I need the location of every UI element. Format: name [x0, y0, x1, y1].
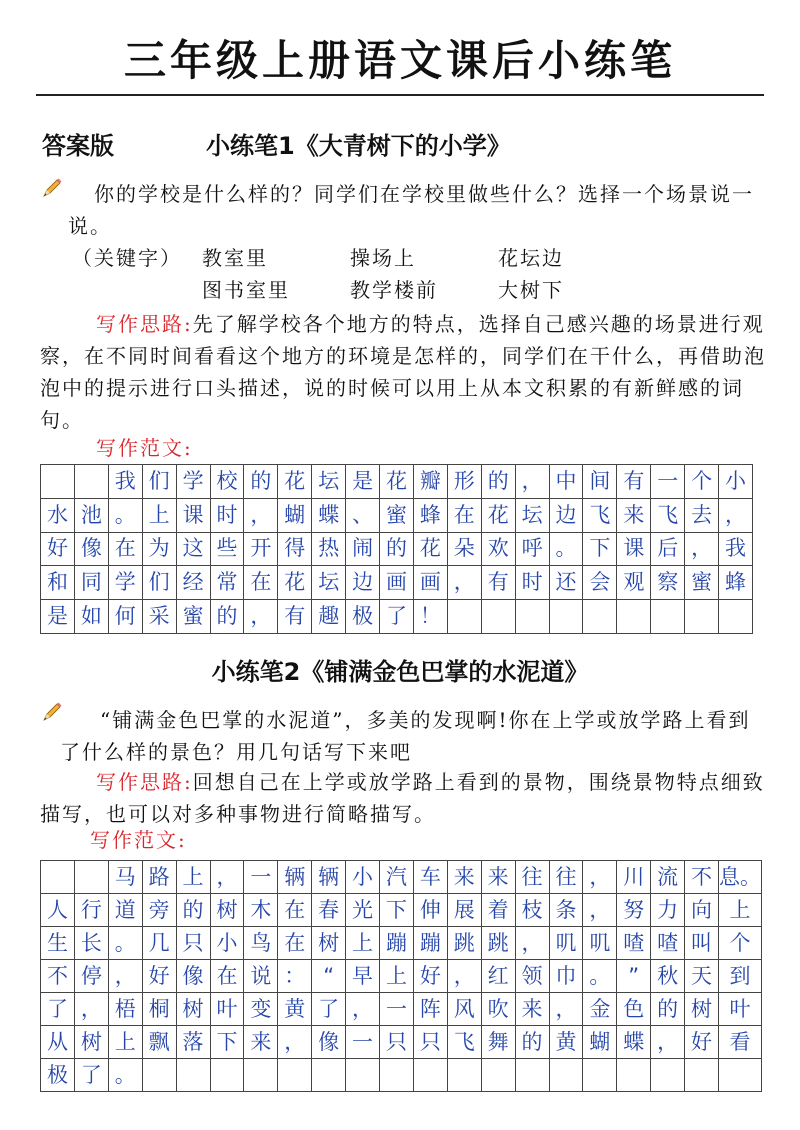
- grid-cell: 努: [617, 894, 651, 927]
- grid-cell: 时: [211, 499, 245, 533]
- grid-cell: 欢: [482, 533, 516, 567]
- keyword: 图书室里: [202, 278, 290, 302]
- section-2-writing-grid: [40, 860, 762, 1092]
- grid-cell: 了: [75, 1059, 109, 1092]
- grid-cell: 鸟: [244, 927, 278, 960]
- grid-cell: 往: [516, 861, 550, 894]
- grid-cell: [211, 1059, 245, 1092]
- grid-cell: 下: [583, 533, 617, 567]
- grid-cell: 闹: [346, 533, 380, 567]
- grid-cell: [448, 600, 482, 634]
- grid-cell: 不: [41, 960, 75, 993]
- grid-cell: 蹦: [380, 927, 414, 960]
- grid-cell: 何: [109, 600, 143, 634]
- grid-cell: 往: [550, 861, 584, 894]
- grid-cell: 早: [346, 960, 380, 993]
- keyword: 花坛边: [498, 246, 564, 270]
- grid-cell: 只: [177, 927, 211, 960]
- grid-cell: 吹: [482, 993, 516, 1026]
- grid-cell: 跳: [448, 927, 482, 960]
- grid-cell: 息。: [719, 861, 762, 894]
- grid-cell: 水: [41, 499, 75, 533]
- grid-cell: 秋: [651, 960, 685, 993]
- grid-cell: 来: [448, 861, 482, 894]
- grid-cell: 像: [177, 960, 211, 993]
- keyword: 教学楼前: [350, 278, 438, 302]
- grid-cell: 喳: [651, 927, 685, 960]
- section-2-prompt: “铺满金色巴掌的水泥道”，多美的发现啊!你在上学或放学路上看到了什么样的景色？用几句话写下来吧: [60, 708, 751, 764]
- grid-cell: ，: [346, 993, 380, 1026]
- grid-cell: 行: [75, 894, 109, 927]
- grid-cell: 飞: [651, 499, 685, 533]
- grid-cell: 小: [346, 861, 380, 894]
- keyword: 操场上: [350, 246, 416, 270]
- grid-cell: 路: [143, 861, 177, 894]
- grid-cell: 蝴: [278, 499, 312, 533]
- grid-cell: 是: [346, 465, 380, 499]
- grid-cell: 是: [41, 600, 75, 634]
- grid-cell: [719, 600, 753, 634]
- grid-cell: 树: [685, 993, 719, 1026]
- grid-cell: 道: [109, 894, 143, 927]
- thinking-label: 写作思路:: [96, 770, 193, 794]
- grid-cell: 好: [685, 1026, 719, 1059]
- grid-cell: 树: [177, 993, 211, 1026]
- grid-cell: 上: [380, 960, 414, 993]
- page-title: 三年级上册语文课后小练笔: [123, 36, 676, 85]
- grid-cell: 边: [346, 566, 380, 600]
- grid-cell: 我: [109, 465, 143, 499]
- grid-cell: 像: [75, 533, 109, 567]
- grid-cell: 极: [346, 600, 380, 634]
- grid-cell: 来: [516, 993, 550, 1026]
- grid-cell: 下: [211, 1026, 245, 1059]
- grid-cell: ，: [244, 600, 278, 634]
- grid-cell: 边: [550, 499, 584, 533]
- grid-cell: 叽: [550, 927, 584, 960]
- grid-cell: 有: [278, 600, 312, 634]
- section-1-writing-grid: [40, 464, 753, 634]
- grid-cell: 人: [41, 894, 75, 927]
- pencil-icon: [40, 176, 64, 200]
- section-1-thinking: [40, 308, 770, 436]
- grid-cell: 条: [550, 894, 584, 927]
- grid-cell: ，: [550, 993, 584, 1026]
- grid-cell: 了: [41, 993, 75, 1026]
- grid-cell: 天: [685, 960, 719, 993]
- grid-cell: 趣: [312, 600, 346, 634]
- grid-cell: ”: [617, 960, 651, 993]
- grid-cell: 黄: [278, 993, 312, 1026]
- grid-cell: 来: [617, 499, 651, 533]
- grid-cell: 一: [380, 993, 414, 1026]
- grid-cell: 上: [109, 1026, 143, 1059]
- grid-cell: [414, 1059, 448, 1092]
- thinking-text: 回想自己在上学或放学路上看到的景物，围绕景物特点细致描写，也可以对多种事物进行简略描写。: [40, 770, 765, 826]
- grid-cell: 。: [583, 960, 617, 993]
- grid-cell: 几: [143, 927, 177, 960]
- grid-cell: [448, 1059, 482, 1092]
- keyword-label: （关键字）: [72, 246, 182, 270]
- grid-cell: [550, 1059, 584, 1092]
- grid-cell: 好: [414, 960, 448, 993]
- grid-cell: 一: [346, 1026, 380, 1059]
- grid-cell: [75, 465, 109, 499]
- grid-cell: 们: [143, 566, 177, 600]
- grid-cell: [41, 861, 75, 894]
- grid-cell: 这: [177, 533, 211, 567]
- grid-cell: 金: [583, 993, 617, 1026]
- grid-cell: 展: [448, 894, 482, 927]
- grid-cell: 中: [550, 465, 584, 499]
- grid-cell: 下: [380, 894, 414, 927]
- grid-cell: 的: [516, 1026, 550, 1059]
- grid-cell: 领: [516, 960, 550, 993]
- grid-cell: 光: [346, 894, 380, 927]
- grid-cell: 在: [448, 499, 482, 533]
- grid-cell: ，: [516, 465, 550, 499]
- grid-cell: 的: [177, 894, 211, 927]
- grid-cell: 上: [346, 927, 380, 960]
- grid-cell: 在: [211, 960, 245, 993]
- grid-cell: ，: [685, 533, 719, 567]
- grid-cell: 的: [651, 993, 685, 1026]
- grid-cell: 树: [312, 927, 346, 960]
- grid-cell: 坛: [312, 465, 346, 499]
- grid-cell: 到: [719, 960, 762, 993]
- grid-cell: 一: [651, 465, 685, 499]
- grid-cell: 如: [75, 600, 109, 634]
- grid-cell: 好: [41, 533, 75, 567]
- grid-cell: 小: [211, 927, 245, 960]
- grid-cell: 、: [346, 499, 380, 533]
- grid-cell: [278, 1059, 312, 1092]
- grid-cell: 。: [109, 1059, 143, 1092]
- grid-cell: 有: [617, 465, 651, 499]
- grid-cell: 蝶: [312, 499, 346, 533]
- title-divider: [36, 94, 764, 96]
- grid-cell: 上: [143, 499, 177, 533]
- grid-cell: 上: [719, 894, 762, 927]
- grid-cell: ，: [448, 960, 482, 993]
- grid-cell: 飘: [143, 1026, 177, 1059]
- grid-cell: [685, 1059, 719, 1092]
- grid-cell: ，: [651, 1026, 685, 1059]
- grid-cell: 小: [719, 465, 753, 499]
- grid-cell: [346, 1059, 380, 1092]
- grid-cell: 色: [617, 993, 651, 1026]
- grid-cell: 从: [41, 1026, 75, 1059]
- grid-cell: 在: [244, 566, 278, 600]
- grid-cell: 些: [211, 533, 245, 567]
- grid-cell: 木: [244, 894, 278, 927]
- grid-cell: [550, 600, 584, 634]
- grid-cell: 常: [211, 566, 245, 600]
- grid-cell: 流: [651, 861, 685, 894]
- grid-cell: 说: [244, 960, 278, 993]
- grid-cell: 有: [482, 566, 516, 600]
- grid-cell: ，: [75, 993, 109, 1026]
- grid-cell: 画: [414, 566, 448, 600]
- grid-cell: 们: [143, 465, 177, 499]
- grid-cell: 汽: [380, 861, 414, 894]
- grid-cell: 还: [550, 566, 584, 600]
- grid-cell: 学: [177, 465, 211, 499]
- grid-cell: 力: [651, 894, 685, 927]
- grid-cell: ，: [719, 499, 753, 533]
- grid-cell: 。: [109, 927, 143, 960]
- grid-cell: ，: [516, 927, 550, 960]
- grid-cell: 旁: [143, 894, 177, 927]
- grid-cell: 我: [719, 533, 753, 567]
- grid-cell: [617, 600, 651, 634]
- grid-cell: 好: [143, 960, 177, 993]
- grid-cell: 朵: [448, 533, 482, 567]
- grid-cell: 池: [75, 499, 109, 533]
- grid-cell: [685, 600, 719, 634]
- grid-cell: 的: [244, 465, 278, 499]
- grid-cell: 蜂: [414, 499, 448, 533]
- grid-cell: 呼: [516, 533, 550, 567]
- keyword: 教室里: [202, 246, 268, 270]
- grid-cell: 跳: [482, 927, 516, 960]
- grid-cell: 花: [482, 499, 516, 533]
- grid-cell: 的: [482, 465, 516, 499]
- grid-cell: 蝴: [583, 1026, 617, 1059]
- grid-cell: 蝶: [617, 1026, 651, 1059]
- grid-cell: 采: [143, 600, 177, 634]
- grid-cell: 去: [685, 499, 719, 533]
- grid-cell: 叫: [685, 927, 719, 960]
- grid-cell: 察: [651, 566, 685, 600]
- grid-cell: ，: [583, 894, 617, 927]
- grid-cell: 形: [448, 465, 482, 499]
- grid-cell: [583, 600, 617, 634]
- grid-cell: 个: [685, 465, 719, 499]
- grid-cell: 课: [617, 533, 651, 567]
- section-1-title: 小练笔1《大青树下的小学》: [206, 132, 511, 160]
- grid-cell: ！: [414, 600, 448, 634]
- grid-cell: 瓣: [414, 465, 448, 499]
- grid-cell: [244, 1059, 278, 1092]
- grid-cell: 蜜: [177, 600, 211, 634]
- grid-cell: 后: [651, 533, 685, 567]
- grid-cell: [312, 1059, 346, 1092]
- grid-cell: 极: [41, 1059, 75, 1092]
- grid-cell: 的: [380, 533, 414, 567]
- grid-cell: 花: [278, 465, 312, 499]
- grid-cell: 伸: [414, 894, 448, 927]
- grid-cell: [143, 1059, 177, 1092]
- grid-cell: 车: [414, 861, 448, 894]
- grid-cell: [380, 1059, 414, 1092]
- grid-cell: 生: [41, 927, 75, 960]
- grid-cell: 长: [75, 927, 109, 960]
- grid-cell: 来: [244, 1026, 278, 1059]
- grid-cell: 叶: [719, 993, 762, 1026]
- grid-cell: 川: [617, 861, 651, 894]
- grid-cell: [719, 1059, 762, 1092]
- grid-cell: 同: [75, 566, 109, 600]
- grid-cell: 花: [278, 566, 312, 600]
- grid-cell: [583, 1059, 617, 1092]
- grid-cell: ，: [211, 861, 245, 894]
- grid-cell: 和: [41, 566, 75, 600]
- grid-cell: 春: [312, 894, 346, 927]
- grid-cell: 个: [719, 927, 762, 960]
- grid-cell: 花: [414, 533, 448, 567]
- grid-cell: 校: [211, 465, 245, 499]
- grid-cell: 时: [516, 566, 550, 600]
- section-1-sample-label: 写作范文:: [96, 436, 193, 460]
- grid-cell: 。: [550, 533, 584, 567]
- grid-cell: 间: [583, 465, 617, 499]
- grid-cell: 辆: [278, 861, 312, 894]
- grid-cell: 风: [448, 993, 482, 1026]
- grid-cell: [516, 1059, 550, 1092]
- grid-cell: 飞: [583, 499, 617, 533]
- section-2-sample-label: 写作范文:: [90, 828, 187, 852]
- grid-cell: 落: [177, 1026, 211, 1059]
- grid-cell: “: [312, 960, 346, 993]
- grid-cell: 阵: [414, 993, 448, 1026]
- grid-cell: 着: [482, 894, 516, 927]
- grid-cell: ，: [244, 499, 278, 533]
- section-1-prompt: 你的学校是什么样的？同学们在学校里做些什么？选择一个场景说一说。: [68, 182, 754, 238]
- grid-cell: 蜜: [685, 566, 719, 600]
- grid-cell: 喳: [617, 927, 651, 960]
- grid-cell: 热: [312, 533, 346, 567]
- grid-cell: 。: [109, 499, 143, 533]
- grid-cell: 蜜: [380, 499, 414, 533]
- grid-cell: 只: [380, 1026, 414, 1059]
- grid-cell: [516, 600, 550, 634]
- grid-cell: 像: [312, 1026, 346, 1059]
- grid-cell: 课: [177, 499, 211, 533]
- grid-cell: 飞: [448, 1026, 482, 1059]
- grid-cell: 了: [312, 993, 346, 1026]
- grid-cell: 桐: [143, 993, 177, 1026]
- grid-cell: 得: [278, 533, 312, 567]
- grid-cell: 不: [685, 861, 719, 894]
- section-2-thinking: [40, 766, 770, 830]
- grid-cell: 蜂: [719, 566, 753, 600]
- keyword: 大树下: [498, 278, 564, 302]
- thinking-text: 先了解学校各个地方的特点，选择自己感兴趣的场景进行观察，在不同时间看看这个地方的环境是怎样的，同学们在干什么，再借助泡泡中的提示进行口头描述，说的时候可以用上从本文积累的有新鲜感的词句。: [40, 312, 766, 432]
- grid-cell: 巾: [550, 960, 584, 993]
- grid-cell: 会: [583, 566, 617, 600]
- grid-cell: [41, 465, 75, 499]
- grid-cell: 叶: [211, 993, 245, 1026]
- grid-cell: 只: [414, 1026, 448, 1059]
- grid-cell: ：: [278, 960, 312, 993]
- grid-cell: 上: [177, 861, 211, 894]
- grid-cell: 在: [278, 927, 312, 960]
- grid-cell: ，: [583, 861, 617, 894]
- grid-cell: [482, 600, 516, 634]
- grid-cell: 画: [380, 566, 414, 600]
- grid-cell: 学: [109, 566, 143, 600]
- grid-cell: 经: [177, 566, 211, 600]
- grid-cell: 黄: [550, 1026, 584, 1059]
- grid-cell: 叽: [583, 927, 617, 960]
- grid-cell: 向: [685, 894, 719, 927]
- grid-cell: 花: [380, 465, 414, 499]
- grid-cell: 红: [482, 960, 516, 993]
- grid-cell: 在: [109, 533, 143, 567]
- section-2-title: 小练笔2《铺满金色巴掌的水泥道》: [211, 658, 589, 686]
- grid-cell: 停: [75, 960, 109, 993]
- grid-cell: 树: [211, 894, 245, 927]
- grid-cell: 开: [244, 533, 278, 567]
- grid-cell: 看: [719, 1026, 762, 1059]
- grid-cell: 观: [617, 566, 651, 600]
- grid-cell: 辆: [312, 861, 346, 894]
- grid-cell: 为: [143, 533, 177, 567]
- grid-cell: 变: [244, 993, 278, 1026]
- grid-cell: 梧: [109, 993, 143, 1026]
- grid-cell: 的: [211, 600, 245, 634]
- grid-cell: [617, 1059, 651, 1092]
- grid-cell: [177, 1059, 211, 1092]
- grid-cell: [651, 1059, 685, 1092]
- grid-cell: [482, 1059, 516, 1092]
- grid-cell: [75, 861, 109, 894]
- answer-version-label: 答案版: [42, 132, 114, 160]
- grid-cell: 蹦: [414, 927, 448, 960]
- grid-cell: [651, 600, 685, 634]
- grid-cell: 树: [75, 1026, 109, 1059]
- grid-cell: 在: [278, 894, 312, 927]
- grid-cell: 来: [482, 861, 516, 894]
- grid-cell: 了: [380, 600, 414, 634]
- grid-cell: 舞: [482, 1026, 516, 1059]
- grid-cell: ，: [109, 960, 143, 993]
- grid-cell: 坛: [312, 566, 346, 600]
- grid-cell: 枝: [516, 894, 550, 927]
- grid-cell: 一: [244, 861, 278, 894]
- grid-cell: ，: [278, 1026, 312, 1059]
- grid-cell: 马: [109, 861, 143, 894]
- grid-cell: 坛: [516, 499, 550, 533]
- thinking-label: 写作思路:: [96, 312, 193, 336]
- grid-cell: ，: [448, 566, 482, 600]
